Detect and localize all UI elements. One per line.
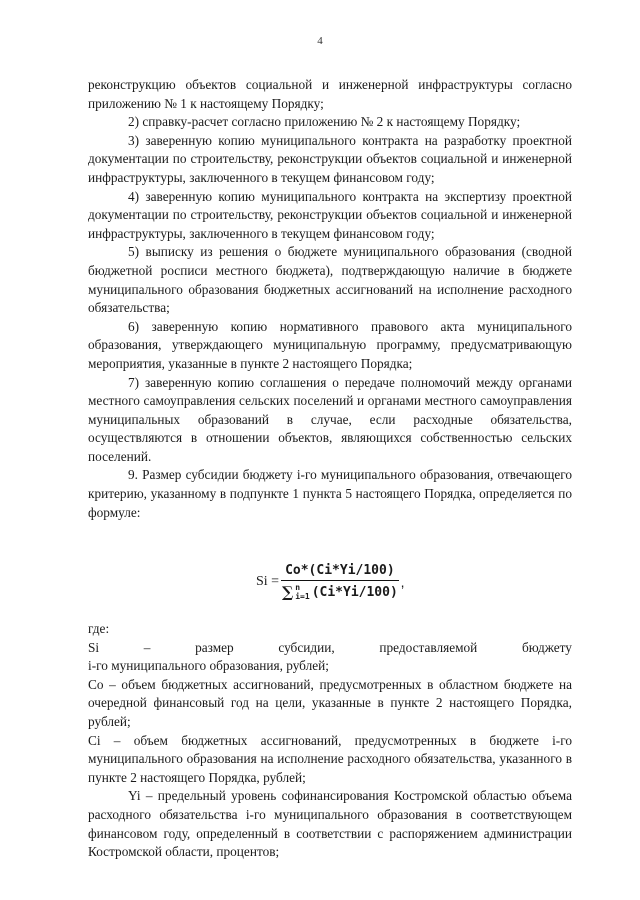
- word: –: [143, 639, 151, 655]
- formula-fraction: [281, 563, 399, 601]
- page-number: 4: [317, 35, 323, 47]
- paragraph: где:: [88, 621, 110, 636]
- word: бюджету: [521, 639, 572, 655]
- sum-symbol: ∑: [281, 583, 294, 601]
- word: Si: [88, 639, 100, 655]
- paragraph: 2) справку-расчет согласно приложению № 2 к настоящему Порядку;: [128, 114, 521, 130]
- word: субсидии,: [278, 639, 335, 655]
- paragraph: 7) заверенную копию соглашения о передаче полномочий между органами местного самоуправления сельских поселений и органами местного самоуправления муниципальных образований в случае, если расходные обязательства, осуществляются в отношении объектов, являющихся собственностью сельских поселений.: [88, 374, 572, 464]
- paragraph: 9. Размер субсидии бюджету i-го муниципального образования, отвечающего критерию, указанному в подпункте 1 пункта 5 настоящего Порядка, определяется по формуле:: [88, 467, 572, 520]
- sum-lower-limit: i=1: [295, 592, 310, 601]
- subsidy-formula: [0, 557, 640, 607]
- paragraph: 3) заверенную копию муниципального контракта на разработку проектной документации по строительству, реконструкции объектов социальной и инженерной инфраструктуры, заключенного в текущем финансовом году;: [88, 132, 572, 185]
- paragraph: 6) заверенную копию нормативного правового акта муниципального образования, утверждающего муниципальную программу, предусматривающую мероприятия, указанные в пункте 2 настоящего Порядка;: [88, 318, 572, 371]
- sum-limits: [295, 583, 309, 601]
- formula-denominator: [282, 581, 398, 601]
- paragraph: 5) выписку из решения о бюджете муниципального образования (сводной бюджетной росписи местного бюджета), подтверждающую наличие в бюджете муниципального образования бюджетных ассигнований на исполнение расходного обязательства;: [88, 244, 572, 316]
- paragraph: 4) заверенную копию муниципального контракта на экспертизу проектной документации по строительству, реконструкции объектов социальной и инженерной инфраструктуры, заключенного в текущем финансовом году;: [88, 188, 572, 241]
- formula-comma: ,: [400, 574, 405, 590]
- paragraph: Yi – предельный уровень софинансирования Костромской областью объема расходного обязательства i-го муниципального образования в соответствующем финансовом году, определенный в соответствии с распоряжением администрации Костромской области, процентов;: [88, 788, 572, 860]
- word: предоставляемой: [379, 639, 478, 655]
- paragraph: реконструкцию объектов социальной и инженерной инфраструктуры согласно приложению № 1 к настоящему Порядку;: [88, 77, 572, 111]
- sum-upper-limit: n: [295, 583, 301, 592]
- word: размер: [195, 639, 234, 655]
- paragraph: Ci – объем бюджетных ассигнований, предусмотренных в бюджете i-го муниципального образования на исполнение расходного обязательства, указанного в пункте 2 настоящего Порядка, рублей;: [88, 732, 572, 785]
- formula-lhs: Si =: [256, 574, 280, 589]
- paragraph: [88, 639, 572, 658]
- denominator-body: (Ci*Yi/100): [311, 584, 398, 600]
- body-text-bottom: [88, 620, 572, 862]
- body-text-top: [88, 76, 572, 522]
- paragraph: i-го муниципального образования, рублей;: [88, 658, 329, 674]
- paragraph: Со – объем бюджетных ассигнований, предусмотренных в областном бюджете на очередной финансовый год на цели, указанные в пункте 2 настоящего Порядка, рублей;: [88, 676, 572, 729]
- formula-numerator: Co*(Ci*Yi/100): [281, 563, 399, 581]
